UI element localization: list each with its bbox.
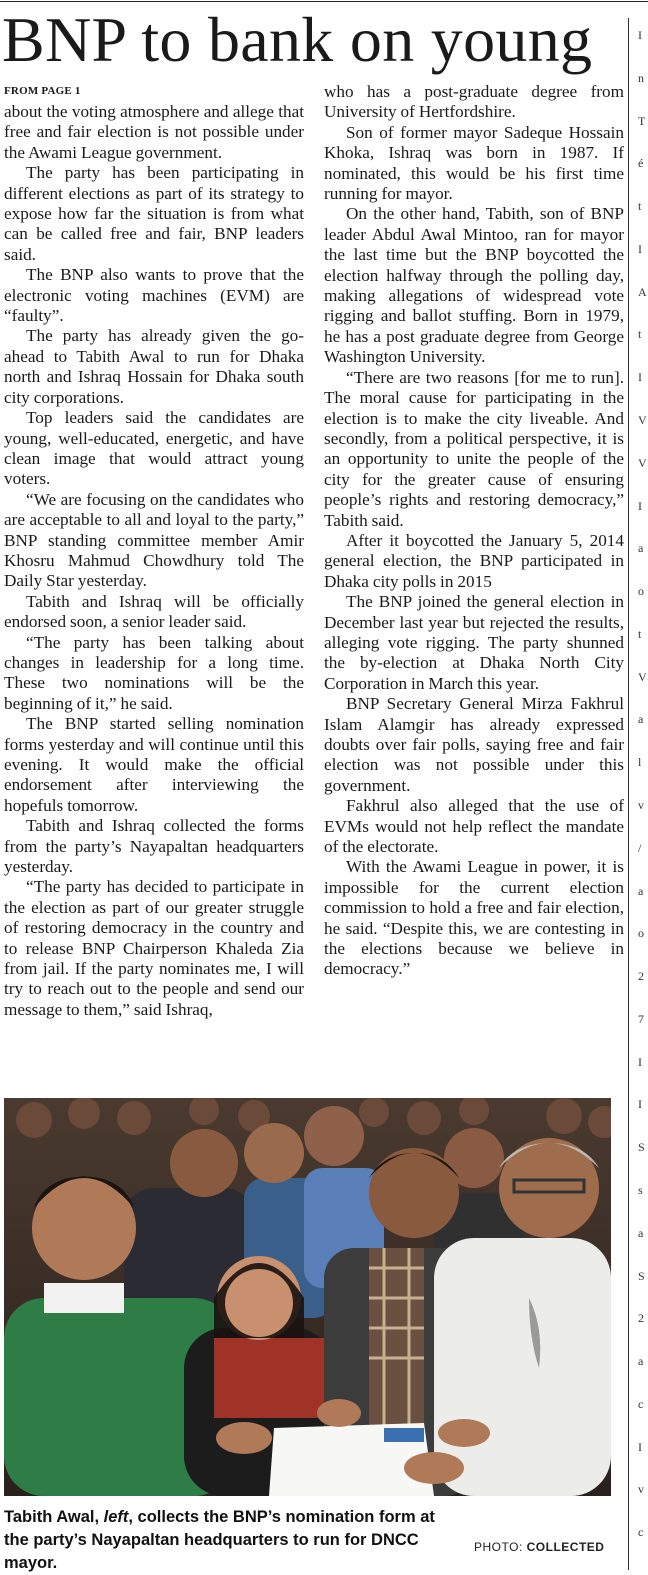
edge-letter: a	[638, 1226, 644, 1240]
edge-letter: 7	[638, 1012, 644, 1026]
paragraph: The party has been participating in different elections as part of its strategy to expose how far the situation is from what can be called free and fair, BNP leaders said.	[4, 163, 304, 264]
edge-letter: v	[638, 1482, 644, 1496]
edge-letter: I	[638, 370, 642, 384]
paragraph: Son of former mayor Sadeque Hossain Khoka, Ishraq was born in 1987. If nominated, this would be his first time running for mayor.	[324, 122, 624, 204]
edge-letter: v	[638, 798, 644, 812]
news-photo	[4, 1098, 611, 1496]
edge-letter: I	[638, 1440, 642, 1454]
edge-letter: a	[638, 712, 644, 726]
edge-letter: a	[638, 1354, 644, 1368]
edge-letter: 2	[638, 969, 644, 983]
edge-letter: a	[638, 884, 644, 898]
paragraph: The BNP joined the general election in December last year but rejected the results, alleging vote rigging. The party shunned the by-election at Dhaka North City Corporation in March this year.	[324, 592, 624, 693]
edge-letter: I	[638, 242, 642, 256]
edge-letter: s	[638, 1183, 643, 1197]
top-rule	[0, 1, 648, 2]
credit-label: PHOTO:	[474, 1540, 527, 1554]
edge-letter: c	[638, 1525, 644, 1539]
paragraph: On the other hand, Tabith, son of BNP leader Abdul Awal Mintoo, ran for mayor the last time but the BNP boycotted the election halfway through the polling day, making allegations of widespread vote rigging and ballot stuffing. Born in 1979, he has a post graduate degree from George Washington University.	[324, 204, 624, 367]
headline: BNP to bank on young	[2, 4, 593, 75]
paragraph: BNP Secretary General Mirza Fakhrul Islam Alamgir has already expressed doubts over fair polls, saying free and fair election was not possible under this government.	[324, 694, 624, 795]
paragraph: “There are two reasons [for me to run]. The moral cause for participating in the election is to make the city liveable. And secondly, from a political perspective, it is an opportunity to unite the people of the city for the greater cause of ensuring people’s rights and restoring democracy,” Tabith said.	[324, 367, 624, 530]
paragraph: After it boycotted the January 5, 2014 general election, the BNP participated in Dhaka city polls in 2015	[324, 530, 624, 591]
edge-letter: I	[638, 1055, 642, 1069]
edge-letter: S	[638, 1140, 645, 1154]
edge-letter: t	[638, 199, 642, 213]
edge-letter: S	[638, 1269, 645, 1283]
edge-letter: 2	[638, 1311, 644, 1325]
edge-letter: a	[638, 541, 644, 555]
edge-letter: A	[638, 285, 647, 299]
edge-letter: I	[638, 499, 642, 513]
paragraph: Tabith and Ishraq will be officially endorsed soon, a senior leader said.	[4, 591, 304, 632]
caption-italic: left	[103, 1508, 129, 1526]
edge-letter: o	[638, 584, 644, 598]
edge-letter: I	[638, 1097, 642, 1111]
edge-letter: t	[638, 327, 642, 341]
paragraph: Tabith and Ishraq collected the forms from the party’s Nayapaltan headquarters yesterday.	[4, 816, 304, 877]
photo-credit	[474, 1540, 604, 1554]
edge-letter: I	[638, 28, 642, 42]
paragraph: who has a post-graduate degree from University of Hertfordshire.	[324, 82, 624, 122]
edge-letter: n	[638, 71, 644, 85]
edge-letter: V	[638, 413, 647, 427]
paragraph: about the voting atmosphere and allege that free and fair election is not possible under the Awami League government.	[4, 102, 304, 162]
edge-letter: c	[638, 1397, 644, 1411]
paragraph: The BNP also wants to prove that the electronic voting machines (EVM) are “faulty”.	[4, 265, 304, 326]
edge-letter: V	[638, 456, 647, 470]
paragraph: “We are focusing on the candidates who are acceptable to all and loyal to the party,” BNP standing committee member Amir Khosru Mahmud Chowdhury told The Daily Star yesterday.	[4, 489, 304, 591]
paragraph: With the Awami League in power, it is impossible for the current election commission to hold a free and fair election, he said. “Despite this, we are contesting in the elections because we believe in democracy.”	[324, 857, 624, 979]
edge-letter: /	[638, 841, 642, 855]
paragraph: Top leaders said the candidates are young, well-educated, energetic, and have clean image that would attract young voters.	[4, 408, 304, 489]
paragraph: “The party has decided to participate in the election as part of our greater struggle of restoring democracy in the country and to release BNP Chairperson Khaleda Zia from jail. If the party nominates me, I will try to reach out to the people and send our message to them,” said Ishraq,	[4, 877, 304, 1019]
article-column-1	[4, 102, 304, 1020]
edge-letter: o	[638, 926, 644, 940]
paragraph: Fakhrul also alleged that the use of EVMs would not help reflect the mandate of the electorate.	[324, 796, 624, 857]
edge-letter: t	[638, 627, 642, 641]
paragraph: “The party has been talking about changes in leadership for a long time. These two nominations will be the beginning of it,” he said.	[4, 632, 304, 713]
edge-letter: l	[638, 755, 642, 769]
dateline: FROM PAGE 1	[4, 85, 81, 97]
caption-text: Tabith Awal,	[4, 1508, 104, 1526]
column-rule	[628, 18, 629, 1570]
edge-letter: é	[638, 156, 644, 170]
credit-value: COLLECTED	[526, 1540, 605, 1554]
paragraph: The BNP started selling nomination forms yesterday and will continue until this evening. It would make the official endorsement after interviewing the hopefuls tomorrow.	[4, 714, 304, 815]
edge-letter: V	[638, 670, 647, 684]
edge-letter: T	[638, 114, 646, 128]
photo-caption	[4, 1506, 444, 1575]
article-column-2	[324, 82, 624, 980]
photo-illustration	[4, 1098, 611, 1496]
adjacent-column-fragment	[638, 28, 648, 1568]
paragraph: The party has already given the go-ahead to Tabith Awal to run for Dhaka north and Ishraq Hossain for Dhaka south city corporations.	[4, 326, 304, 407]
caption-text: , collects the BNP’s nomination form at the party’s Nayapaltan headquarters to run for DNCC mayor.	[4, 1508, 435, 1572]
